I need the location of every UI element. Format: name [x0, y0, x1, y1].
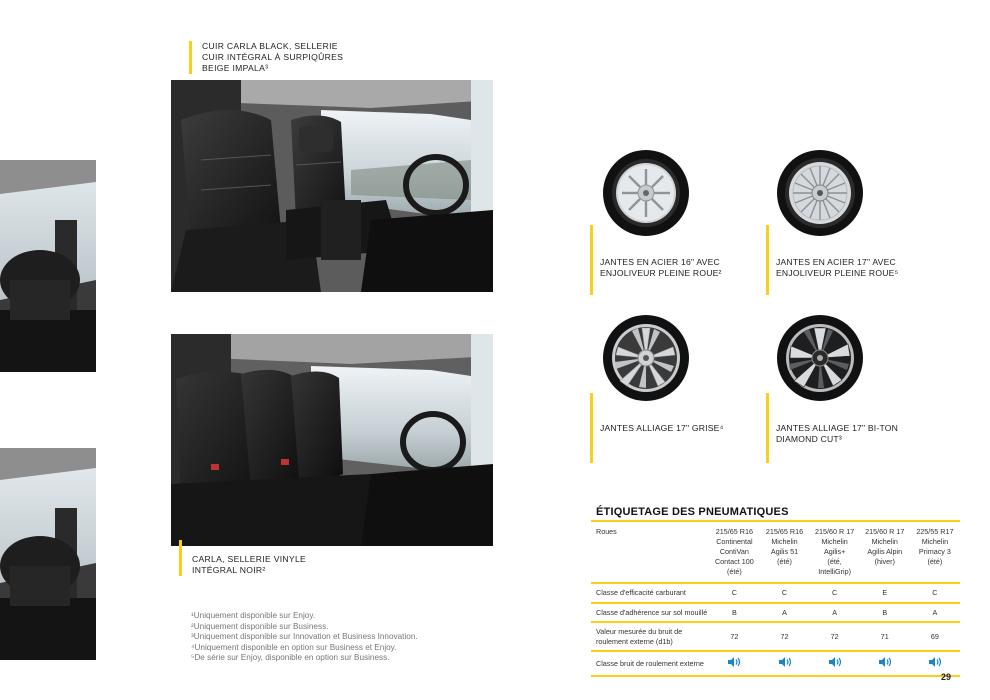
footnote: ⁴Uniquement disponible en option sur Business et Enjoy. — [191, 642, 397, 652]
caption-line: DIAMOND CUT³ — [776, 434, 842, 444]
table-cell: C — [810, 583, 860, 603]
table-cell — [709, 651, 759, 676]
table-cell: B — [860, 603, 910, 623]
wheel-steel-16-image — [602, 149, 690, 237]
wheel-caption-alloy-17-grey — [590, 393, 724, 463]
wheel-caption-steel-17 — [766, 225, 898, 295]
table-row-noise-class — [591, 651, 960, 676]
caption-vinyl-upholstery — [179, 540, 306, 576]
wheel-caption-steel-16 — [590, 225, 722, 295]
wheel-caption-alloy-17-bitone — [766, 393, 898, 463]
interior-photo-vinyl — [171, 334, 493, 546]
table-cell — [810, 651, 860, 676]
table-cell: A — [910, 603, 960, 623]
table-cell: 69 — [910, 622, 960, 651]
interior-photo-leather — [171, 80, 493, 292]
table-cell: 72 — [810, 622, 860, 651]
table-row-wet-grip — [591, 603, 960, 623]
caption-line: JANTES EN ACIER 16" AVEC — [600, 257, 720, 267]
noise-class-icon — [877, 656, 893, 671]
table-cell: A — [810, 603, 860, 623]
noise-class-icon — [927, 656, 943, 671]
table-cell: C — [759, 583, 809, 603]
row-label: Valeur mesurée du bruit de roulement externe (d1b) — [591, 622, 709, 651]
table-cell: 72 — [759, 622, 809, 651]
table-cell: 72 — [709, 622, 759, 651]
table-cell: C — [910, 583, 960, 603]
wheel-alloy-17-grey-image — [602, 314, 690, 402]
caption-line: CARLA, SELLERIE VINYLE — [192, 554, 307, 564]
row-label: Classe bruit de roulement externe — [591, 651, 709, 676]
tyre-column-3: 215/60 R 17 Michelin Agilis+ (été, IntelliGrip) — [810, 521, 860, 583]
caption-line: JANTES ALLIAGE 17" GRISE⁴ — [600, 423, 724, 433]
tyre-column-5: 225/55 R17 Michelin Primacy 3 (été) — [910, 521, 960, 583]
footnote: ³Uniquement disponible sur Innovation et Business Innovation. — [191, 632, 418, 642]
caption-line: CUIR INTÉGRAL À SURPIQÛRES — [202, 52, 344, 62]
wheel-alloy-17-bitone-image — [776, 314, 864, 402]
noise-class-icon — [827, 656, 843, 671]
noise-class-icon — [726, 656, 742, 671]
table-cell: 71 — [860, 622, 910, 651]
noise-class-icon — [777, 656, 793, 671]
caption-line: ENJOLIVEUR PLEINE ROUE² — [600, 268, 722, 278]
caption-line: JANTES EN ACIER 17" AVEC — [776, 257, 896, 267]
table-cell: E — [860, 583, 910, 603]
tyre-labeling-table — [591, 520, 960, 677]
interior-photo-left-top — [0, 160, 96, 372]
footnotes — [191, 611, 491, 664]
table-row-noise-value — [591, 622, 960, 651]
caption-line: JANTES ALLIAGE 17" BI-TON — [776, 423, 899, 433]
table-cell: A — [759, 603, 809, 623]
caption-line: ENJOLIVEUR PLEINE ROUE⁵ — [776, 268, 899, 278]
caption-line: CUIR CARLA BLACK, SELLERIE — [202, 41, 338, 51]
footnote: ¹Uniquement disponible sur Enjoy. — [191, 611, 316, 620]
caption-leather-upholstery — [189, 41, 343, 74]
tyre-column-1: 215/65 R16 Continental ContiVan Contact 100 (été) — [709, 521, 759, 583]
table-cell: C — [709, 583, 759, 603]
table-header-row — [591, 521, 960, 583]
table-cell — [910, 651, 960, 676]
interior-photo-left-bottom — [0, 448, 96, 660]
tyre-column-2: 215/65 R16 Michelin Agilis 51 (été) — [759, 521, 809, 583]
caption-line: INTÉGRAL NOIR² — [192, 565, 266, 575]
footnote: ²Uniquement disponible sur Business. — [191, 621, 329, 631]
tyre-column-4: 215/60 R 17 Michelin Agilis Alpin (hiver) — [860, 521, 910, 583]
row-label: Classe d'adhérence sur sol mouillé — [591, 603, 709, 623]
page-number: 29 — [941, 672, 952, 682]
caption-line: BEIGE IMPALA³ — [202, 63, 269, 73]
row-label: Classe d'efficacité carburant — [591, 583, 709, 603]
wheel-steel-17-image — [776, 149, 864, 237]
footnote: ⁵De série sur Enjoy, disponible en option sur Business. — [191, 653, 390, 663]
table-row-fuel-efficiency — [591, 583, 960, 603]
table-cell — [759, 651, 809, 676]
tyre-labeling-title: ÉTIQUETAGE DES PNEUMATIQUES — [596, 506, 789, 518]
table-cell: B — [709, 603, 759, 623]
roues-label: Roues — [591, 521, 709, 583]
table-cell — [860, 651, 910, 676]
